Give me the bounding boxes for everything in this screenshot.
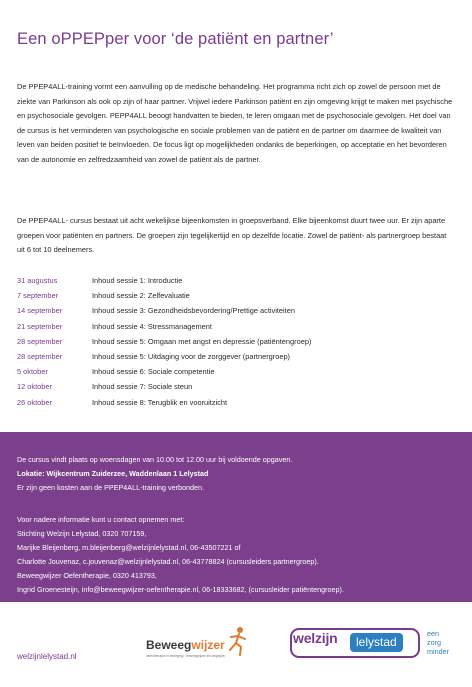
tagline-word: een — [427, 629, 439, 638]
session-schedule — [17, 273, 311, 410]
session-date: 14 september — [17, 306, 63, 316]
schedule-row — [17, 364, 311, 379]
session-date: 31 augustus — [17, 276, 58, 286]
session-description: Inhoud sessie 6: Sociale competentie — [92, 367, 215, 377]
contact-line: Charlotte Jouvenaz, c.jouvenaz@welzijnlelystad.nl, 06-43778824 (cursusleiders partnergroep). — [17, 557, 319, 566]
tagline-word: minder — [427, 647, 449, 656]
welzijn-lelystad-logo — [290, 628, 460, 668]
schedule-row — [17, 379, 311, 394]
intro-paragraph: De PPEP4ALL-training vormt een aanvulling op de medische behandeling. Het programma richt zich op zowel de persoon met de ziekte van Parkinson als ook op zijn of haar partner. Vrijwel iedere Parkinson patiënt en zijn omgeving krijgt te maken met psychische en psychosociale gevolgen. PEPP4ALL beoogt handvatten te bieden, te leren omgaan met de psychosociale gevolgen. Het doel van de cursus is het verminderen van psychologische en sociale problemen van de patiënt en de partner om daarmee de kwaliteit van leven van beiden positief te beïnvloeden. De focus ligt op mogelijkheden ondanks de beperkingen, op acceptatie en het bevorderen van de autonomie en zelfredzaamheid van zowel de patiënt als de partner. — [17, 82, 453, 164]
logo-lelystad-text: lelystad — [350, 633, 403, 652]
logo-welzijn-text: welzijn — [293, 630, 338, 646]
contact-line: Stichting Welzijn Lelystad, 0320 707159, — [17, 529, 147, 538]
session-description: Inhoud sessie 2: Zelfevaluatie — [92, 291, 190, 301]
session-date: 5 oktober — [17, 367, 48, 377]
logo-tagline — [427, 629, 449, 656]
session-date: 26 oktober — [17, 397, 52, 407]
info-band — [0, 432, 472, 602]
schedule-info: De cursus vindt plaats op woensdagen van 10.00 tot 12.00 uur bij voldoende opgaven. — [17, 455, 293, 464]
beweegwijzer-logo — [140, 624, 250, 670]
schedule-row — [17, 288, 311, 303]
running-figure-icon — [226, 626, 250, 656]
session-description: Inhoud sessie 5: Uitdaging voor de zorggever (partnergroep) — [92, 352, 291, 362]
session-date: 28 september — [17, 352, 63, 362]
tagline-word: zorg — [427, 638, 441, 647]
contact-line: Marijke Bleijenberg, m.bleijenberg@welzijnlelystad.nl, 06-43507221 of — [17, 543, 241, 552]
contact-line: Beweegwijzer Oefentherapie, 0320 413793, — [17, 571, 157, 580]
session-description: Inhoud sessie 7: Sociale steun — [92, 382, 193, 392]
beweegwijzer-tagline: oefentherapie in beweging · beweegwijzer als wegwijzer — [146, 654, 226, 658]
session-description: Inhoud sessie 1: Introductie — [92, 276, 183, 286]
website-link[interactable]: welzijnlelystad.nl — [17, 652, 77, 661]
beweegwijzer-logo-text — [146, 638, 225, 652]
session-date: 12 oktober — [17, 382, 52, 392]
session-description: Inhoud sessie 5: Omgaan met angst en depressie (patiëntengroep) — [92, 336, 312, 346]
logo-part-wijzer: wijzer — [191, 638, 225, 652]
schedule-row — [17, 349, 311, 364]
course-structure-paragraph: De PPEP4ALL- cursus bestaat uit acht wekelijkse bijeenkomsten in groepsverband. Elke bijeenkomst duurt twee uur. Er zijn aparte groepen voor patiënten en partners. De groepen zijn tegelijkertijd en op dezelfde locatie. Zowel de patiënt- als partnergroep bestaat uit 6 tot 10 deelnemers. — [17, 216, 447, 255]
session-description: Inhoud sessie 8: Terugblik en vooruitzicht — [92, 397, 228, 407]
schedule-row — [17, 395, 311, 410]
schedule-row — [17, 319, 311, 334]
session-description: Inhoud sessie 3: Gezondheidsbevordering/Prettige activiteiten — [92, 306, 295, 316]
contact-line: Ingrid Groenesteijn, info@beweegwijzer-oefentherapie.nl, 06-18333682, (cursusleider patiëntengroep). — [17, 585, 344, 594]
session-date: 21 september — [17, 321, 63, 331]
session-date: 7 september — [17, 291, 59, 301]
schedule-row — [17, 334, 311, 349]
page-title: Een oPPEPper voor ‘de patiënt en partner’ — [17, 30, 334, 48]
contact-intro: Voor nadere informatie kunt u contact opnemen met: — [17, 515, 185, 524]
session-description: Inhoud sessie 4: Stressmanagement — [92, 321, 212, 331]
cost-info: Er zijn geen kosten aan de PPEP4ALL-training verbonden. — [17, 483, 204, 492]
schedule-row — [17, 273, 311, 288]
location-info: Lokatie: Wijkcentrum Zuiderzee, Waddenlaan 1 Lelystad — [17, 469, 209, 478]
logo-part-beweeg: Beweeg — [146, 638, 192, 652]
schedule-row — [17, 303, 311, 318]
session-date: 28 september — [17, 336, 63, 346]
